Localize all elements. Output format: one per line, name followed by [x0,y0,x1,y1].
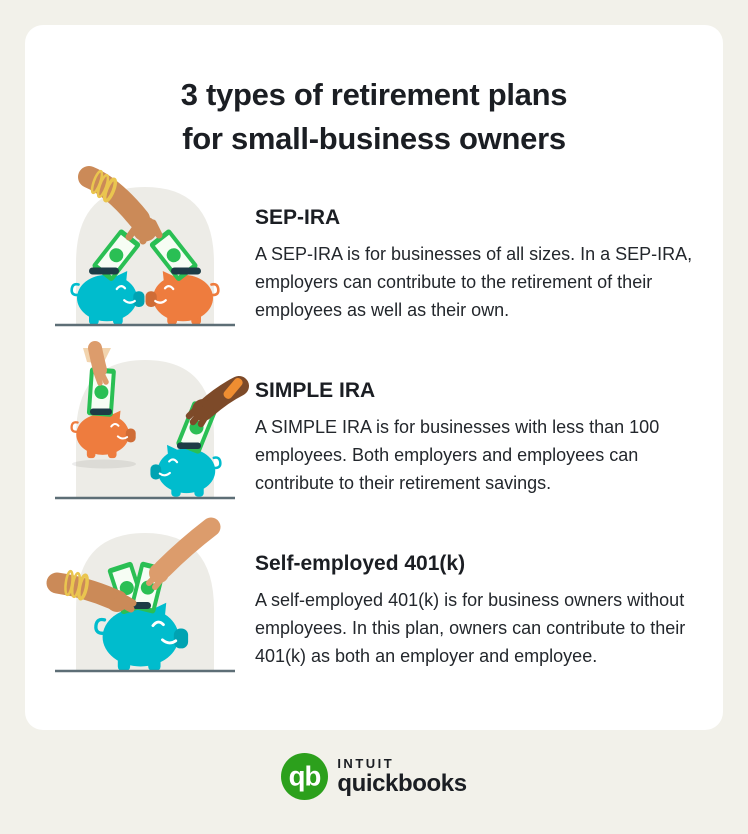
intuit-wordmark: INTUIT [337,756,395,771]
section-self-employed-401k [25,525,723,698]
page-title [25,73,723,161]
section-heading: Self-employed 401(k) [255,552,466,575]
self-employed-401k-illustration [55,525,235,675]
sep-ira-illustration [55,179,235,329]
section-text [255,525,717,670]
title-line-1: 3 types of retirement plans [180,77,568,112]
quickbooks-logo-icon [281,753,328,800]
logo-monogram: qb [288,760,321,792]
section-simple-ira [25,352,723,525]
simple-ira-illustration [55,352,235,502]
coin-slot [177,443,201,450]
quickbooks-wordmark: quickbooks [337,770,467,797]
section-body: A self-employed 401(k) is for business owners without employees. In this plan, owners can contribute to their 401(k) as both an employer and employee. [255,590,686,666]
coin-slot [171,268,201,275]
section-body: A SIMPLE IRA is for businesses with less than 100 employees. Both employers and employees can contribute to their retirement savings. [255,417,660,493]
section-text [255,352,717,497]
coin-slot [90,409,112,416]
section-text [255,179,717,324]
brand-wordmarks [337,757,466,796]
title-line-2: for small-business owners [182,121,566,156]
coin-slot [89,268,119,275]
section-body: A SEP-IRA is for businesses of all sizes. In a SEP-IRA, employers can contribute to the retirement of their employees as well as their own. [255,244,693,320]
section-heading: SEP-IRA [255,206,341,229]
infographic-card [25,25,723,730]
hand-icon [83,348,111,383]
piggy-shadow [72,460,136,469]
section-sep-ira [25,179,723,352]
section-heading: SIMPLE IRA [255,379,376,402]
brand-footer [0,753,748,800]
sections-list [25,179,723,698]
